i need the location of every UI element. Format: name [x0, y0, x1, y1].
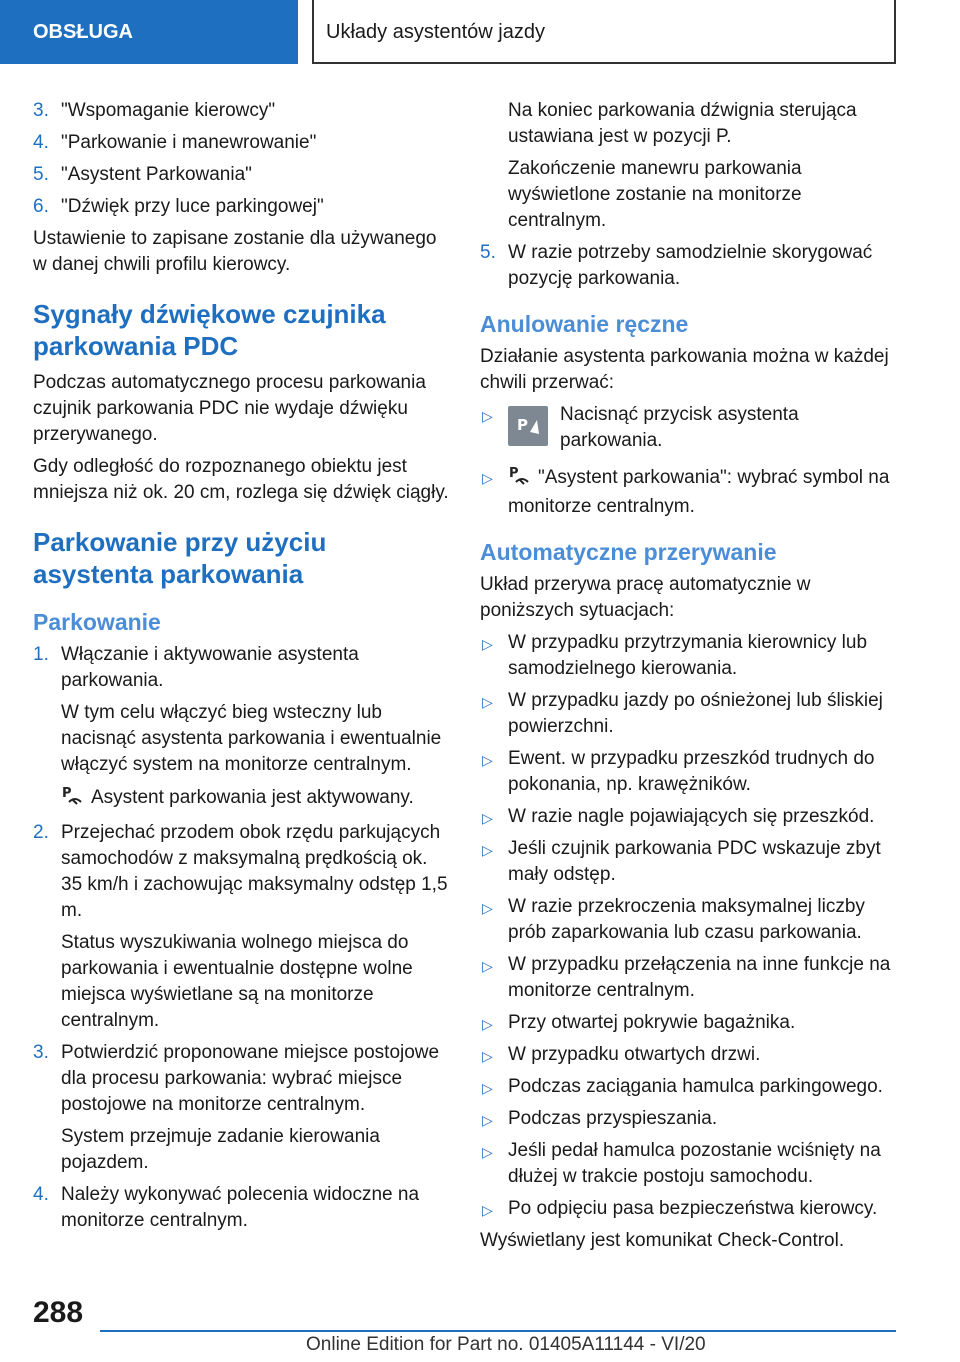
list-item: 6. "Dźwięk przy luce parkingowej" [33, 196, 324, 217]
triangle-bullet-icon: ▷ [482, 636, 493, 652]
footer-rule [100, 1330, 896, 1332]
page-header [0, 0, 960, 66]
step-item: 1. Włączanie i aktywowanie asystenta parkowania. [33, 644, 359, 691]
bullet-item: ▷ W razie przekroczenia maksymalnej liczby prób zaparkowania lub czasu parkowania. [482, 896, 865, 943]
footer-edition: Online Edition for Part no. 01405A11144 - VI/20 [306, 1334, 706, 1355]
step-continuation: Na koniec parkowania dźwignia sterująca ustawiana jest w pozycji P. [508, 100, 857, 147]
triangle-bullet-icon: ▷ [482, 752, 493, 768]
triangle-bullet-icon: ▷ [482, 408, 493, 424]
bullet-item: ▷ W przypadku jazdy po ośnieżonej lub śliskiej powierzchni. [482, 690, 883, 737]
parking-assistant-icon [508, 464, 530, 494]
triangle-bullet-icon: ▷ [482, 1048, 493, 1064]
triangle-bullet-icon: ▷ [482, 1144, 493, 1160]
left-column [33, 98, 451, 1240]
list-item: 4. "Parkowanie i manewrowanie" [33, 132, 317, 153]
triangle-bullet-icon: ▷ [482, 694, 493, 710]
triangle-bullet-icon: ▷ [482, 900, 493, 916]
subheading-cancel: Anulowanie ręczne [480, 311, 689, 337]
triangle-bullet-icon: ▷ [482, 1112, 493, 1128]
svg-text:P: P [62, 786, 72, 801]
paragraph: Układ przerywa pracę automatycznie w poniższych sytuacjach: [480, 574, 811, 621]
bullet-item: ▷ Ewent. w przypadku przeszkód trudnych do pokonania, np. krawężników. [482, 748, 875, 795]
step-continuation: Status wyszukiwania wolnego miejsca do parkowania i ewentualnie dostępne wolne miejsca wyświetlane są na monitorze centralnym. [61, 932, 413, 1031]
svg-text:P: P [517, 416, 528, 434]
bullet-item: ▷ P Nacisnąć przycisk asystenta parkowania. [482, 404, 799, 451]
triangle-bullet-icon: ▷ [482, 1016, 493, 1032]
subheading-auto-interrupt: Automatyczne przerywanie [480, 539, 777, 565]
step-item: 3. Potwierdzić proponowane miejsce postojowe dla procesu parkowania: wybrać miejsce postojowe na monitorze centralnym. [33, 1042, 440, 1115]
step-continuation: W tym celu włączyć bieg wsteczny lub nacisnąć asystenta parkowania i ewentualnie włączyć system na monitorze centralnym. [61, 702, 442, 775]
triangle-bullet-icon: ▷ [482, 1202, 493, 1218]
triangle-bullet-icon: ▷ [482, 810, 493, 826]
triangle-bullet-icon: ▷ [482, 470, 493, 486]
parking-assistant-icon [61, 784, 83, 814]
paragraph: Gdy odległość do rozpoznanego obiektu jest mniejsza niż ok. 20 cm, rozlega się dźwięk ciągły. [33, 456, 449, 503]
paragraph: Ustawienie to zapisane zostanie dla używanego w danej chwili profilu kierowcy. [33, 228, 437, 275]
bullet-item: ▷ Jeśli pedał hamulca pozostanie wciśnięty na dłużej w trakcie postoju samochodu. [482, 1140, 881, 1187]
bullet-item: ▷ Jeśli czujnik parkowania PDC wskazuje zbyt mały odstęp. [482, 838, 881, 885]
list-item: 3. "Wspomaganie kierowcy" [33, 100, 276, 121]
bullet-item: ▷ W razie nagle pojawiających się przeszkód. [480, 804, 900, 830]
bullet-item: ▷ Podczas przyspieszania. [480, 1106, 900, 1132]
paragraph: Podczas automatycznego procesu parkowania czujnik parkowania PDC nie wydaje dźwięku przerywanego. [33, 372, 426, 445]
bullet-item: ▷ W przypadku otwartych drzwi. [480, 1042, 900, 1068]
right-column [480, 98, 900, 1260]
paragraph: Działanie asystenta parkowania można w każdej chwili przerwać: [480, 346, 889, 393]
triangle-bullet-icon: ▷ [482, 1080, 493, 1096]
step-continuation: Zakończenie manewru parkowania wyświetlone zostanie na monitorze centralnym. [508, 158, 802, 231]
section-tab: OBSŁUGA [0, 0, 298, 64]
page-number: 288 [33, 1296, 84, 1329]
heading-parking-assistant: Parkowanie przy użyciu asystenta parkowania [33, 527, 327, 589]
heading-pdc: Sygnały dźwiękowe czujnika parkowania PDC [33, 299, 386, 361]
svg-text:P: P [509, 466, 519, 481]
subheading-parkowanie: Parkowanie [33, 609, 161, 635]
step-continuation: P Asystent parkowania jest aktywowany. [33, 784, 451, 814]
parking-button-icon [508, 406, 548, 446]
bullet-item: ▷ Podczas zaciągania hamulca parkingowego. [480, 1074, 900, 1100]
step-item: 2. Przejechać przodem obok rzędu parkujących samochodów z maksymalną prędkością ok. 35 km/h i zachowując maksymalny odstęp 1,5 m. [33, 822, 448, 921]
bullet-item: ▷ W przypadku przełączenia na inne funkcje na monitorze centralnym. [482, 954, 891, 1001]
step-continuation: System przejmuje zadanie kierowania pojazdem. [61, 1126, 380, 1173]
bullet-item: ▷ Po odpięciu pasa bezpieczeństwa kierowcy. [480, 1196, 900, 1222]
paragraph: Wyświetlany jest komunikat Check-Control. [480, 1230, 845, 1251]
triangle-bullet-icon: ▷ [482, 842, 493, 858]
bullet-item: ▷ Przy otwartej pokrywie bagażnika. [480, 1010, 900, 1036]
step-item: 5. W razie potrzeby samodzielnie skorygować pozycję parkowania. [480, 242, 873, 289]
bullet-item: ▷ W przypadku przytrzymania kierownicy lub samodzielnego kierowania. [482, 632, 868, 679]
chapter-title: Układy asystentów jazdy [312, 0, 896, 64]
list-item: 5. "Asystent Parkowania" [33, 164, 252, 185]
triangle-bullet-icon: ▷ [482, 958, 493, 974]
step-item: 4. Należy wykonywać polecenia widoczne na monitorze centralnym. [33, 1184, 420, 1231]
bullet-item: ▷ P "Asystent parkowania": wybrać symbol na monitorze centralnym. [482, 466, 890, 517]
